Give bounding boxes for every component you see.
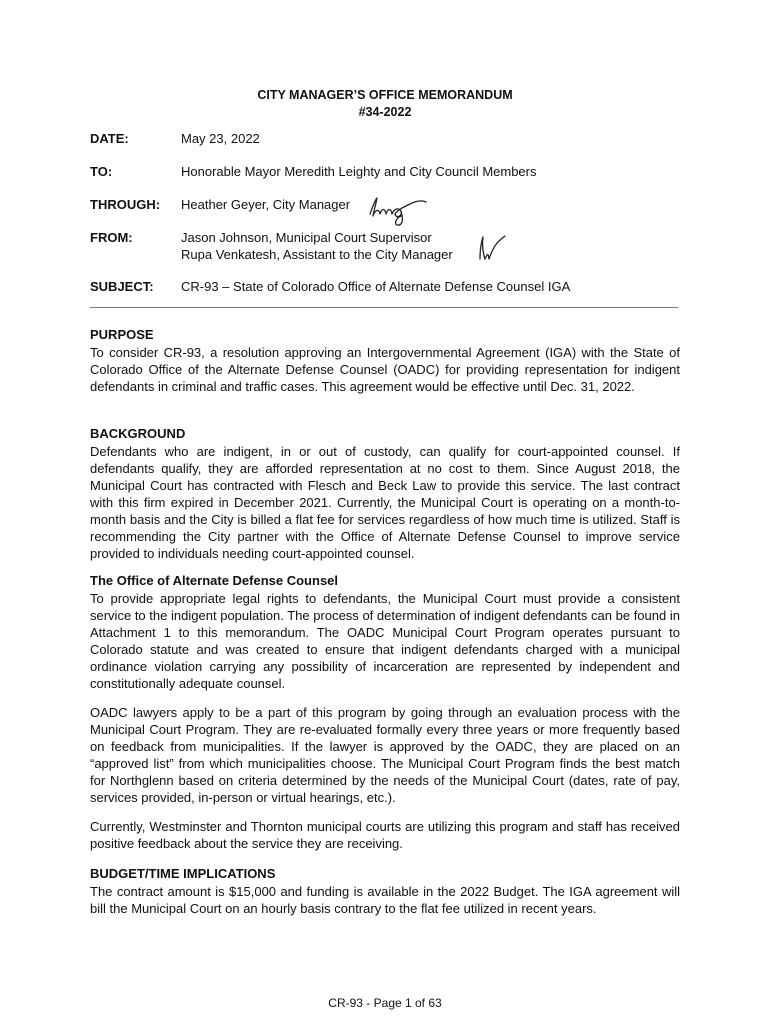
purpose-heading: PURPOSE: [90, 327, 154, 342]
subject-label: SUBJECT:: [90, 279, 154, 294]
from-value-1: Jason Johnson, Municipal Court Supervisor: [181, 230, 432, 245]
budget-text: The contract amount is $15,000 and funding is available in the 2022 Budget. The IGA agreement will bill the Municipal Court on an hourly basis contrary to the flat fee utilized in recent years.: [90, 884, 680, 916]
from-label: FROM:: [90, 230, 133, 245]
date-value: May 23, 2022: [181, 131, 260, 146]
subject-value: CR-93 – State of Colorado Office of Alternate Defense Counsel IGA: [181, 279, 571, 294]
through-label: THROUGH:: [90, 197, 161, 212]
background-heading: BACKGROUND: [90, 426, 186, 441]
background-text: Defendants who are indigent, in or out of custody, can qualify for court-appointed counsel. If defendants qualify, they are afforded representation at no cost to them. Since August 2018, the Municipal Court has contracted with Flesch and Beck Law to provide this service. The last contract with this firm expired in December 2021. Currently, the Municipal Court is operating on a month-to-month basis and the City is billed a flat fee for services regardless of how much time is utilized. Staff is recommending the City partner with the Office of Alternate Defense Counsel to improve service provided to individuals needing court-appointed counsel.: [90, 444, 680, 561]
oadc-text-2: OADC lawyers apply to be a part of this program by going through an evaluation process with the Municipal Court Program. They are re-evaluated formally every three years or more frequently based on feedback from municipalities. If the lawyer is approved by the OADC, they are placed on an “approved list” from which municipalities choose. The Municipal Court Program finds the best match for Northglenn based on criteria determined by the needs of the Municipal Court (dates, rate of pay, services provided, in-person or virtual hearings, etc.).: [90, 705, 680, 805]
memo-number: #34-2022: [358, 105, 412, 119]
header-divider: [90, 307, 678, 308]
page-footer: CR-93 - Page 1 of 63: [328, 996, 442, 1010]
memo-title: CITY MANAGER’S OFFICE MEMORANDUM: [257, 88, 513, 102]
to-label: TO:: [90, 164, 113, 179]
to-value: Honorable Mayor Meredith Leighty and City Council Members: [181, 164, 537, 179]
through-value: Heather Geyer, City Manager: [181, 197, 351, 212]
oadc-text-3: Currently, Westminster and Thornton municipal courts are utilizing this program and staff has received positive feedback about the service they are receiving.: [90, 819, 680, 851]
purpose-text: To consider CR-93, a resolution approving an Intergovernmental Agreement (IGA) with the State of Colorado Office of the Alternate Defense Counsel (OADC) for providing representation for indigent defendants in criminal and traffic cases. This agreement would be effective until Dec. 31, 2022.: [90, 345, 680, 394]
from-signature: [475, 233, 511, 265]
oadc-heading: The Office of Alternate Defense Counsel: [90, 573, 339, 588]
city-manager-signature: [366, 192, 430, 230]
from-value-2: Rupa Venkatesh, Assistant to the City Manager: [181, 247, 453, 262]
oadc-text-1: To provide appropriate legal rights to defendants, the Municipal Court must provide a consistent service to the indigent population. The process of determination of indigent defendants can be found in Attachment 1 to this memorandum. The OADC Municipal Court Program operates pursuant to Colorado statute and was created to ensure that indigent defendants charged with a municipal ordinance violation carrying any possibility of incarceration are represented by independent and constitutionally adequate counsel.: [90, 591, 680, 691]
budget-heading: BUDGET/TIME IMPLICATIONS: [90, 866, 276, 881]
date-label: DATE:: [90, 131, 129, 146]
